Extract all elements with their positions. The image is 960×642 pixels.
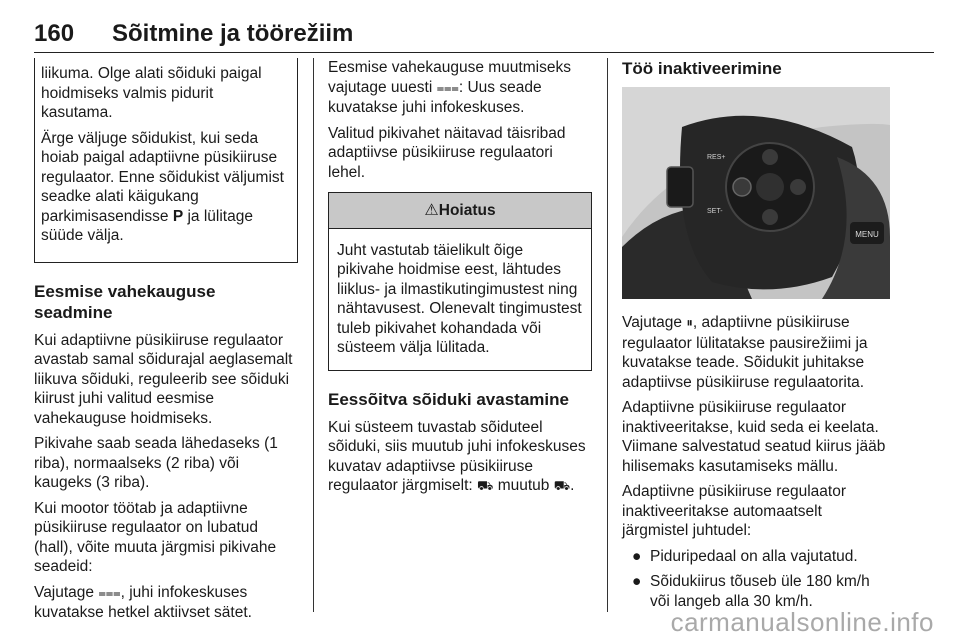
box-paragraph-2: Ärge väljuge sõidukist, kui seda hoiab paigal adaptiivne püsikiiruse regulaator. Enne sõidukist väljumist seadke alati käigukang parkimisasendisse P ja lülitage süüde välja.: [41, 129, 284, 244]
page-header: [34, 20, 934, 53]
set-label: SET-: [707, 208, 723, 215]
warning-continuation-box: [34, 58, 298, 263]
bullet-list: [622, 547, 890, 612]
paragraph: Adaptiivne püsikiiruse regulaator inaktiveeritakse, kuid seda ei keelata. Viimane salvestatud seatud kiirus jääb hilisemaks kasutamiseks mällu.: [622, 399, 886, 475]
column-divider: [607, 58, 608, 612]
paragraph: Pikivahe saab seada lähedaseks (1 riba), normaalseks (2 riba) või kaugeks (3 riba).: [34, 435, 278, 491]
menu-label: MENU: [855, 230, 879, 239]
paragraph: Adaptiivne püsikiiruse regulaator inaktiveeritakse automaatselt järgmistel juhtudel:: [622, 483, 847, 539]
warning-box: [328, 192, 592, 371]
cruise-pause-button-icon: ⏸: [686, 316, 693, 331]
list-item: ● Sõidukiirus tõuseb üle 180 km/h või langeb alla 30 km/h.: [632, 573, 870, 610]
paragraph: Eesmise vahekauguse muutmiseks vajutage uuesti ⩶: Uus seade kuvatakse juhi infokeskuses.: [328, 59, 571, 116]
watermark: carmanualsonline.info: [670, 607, 934, 637]
paragraph: Kui mootor töötab ja adaptiivne püsikiiruse regulaator on lubatud (hall), võite muuta järgmisi pikivahe seadeid:: [34, 499, 277, 575]
column-divider: [313, 58, 314, 612]
warning-header: [329, 193, 591, 229]
cruise-car-detected-icon: ⛟: [553, 479, 571, 494]
warning-triangle-icon: ⚠: [424, 200, 439, 219]
paragraph: Kui süsteem tuvastab sõiduteel sõiduki, siis muutub juhi infokeskuses kuvatav adaptiivse püsikiiruse regulaator järgmiselt: ⛟ muutub ⛟.: [328, 418, 586, 494]
column-middle: [328, 58, 592, 503]
res-label: RES+: [707, 154, 726, 161]
column-left: [34, 58, 298, 629]
steering-wheel-controls-photo: [622, 87, 890, 299]
box-paragraph-1: liikuma. Olge alati sõiduki paigal hoidmiseks valmis pidurit kasutama.: [41, 65, 262, 121]
gap-button-icon: ⩶: [436, 80, 459, 96]
paragraph: Kui adaptiivne püsikiiruse regulaator avastab samal sõidurajal aeglasemalt liikuva sõiduki, reguleerib see sõiduki kiirust juhi valitud eesmise vahekauguse hoidmiseks.: [34, 331, 293, 427]
section-heading-distance: Eesmise vahekauguse seadmine: [34, 281, 216, 322]
page-number: 160: [34, 20, 75, 47]
list-item: ● Piduripedaal on alla vajutatud.: [632, 547, 858, 565]
section-heading-deactivation: Töö inaktiveerimine: [622, 59, 782, 78]
column-right: [622, 58, 890, 617]
section-heading-detection: Eessõitva sõiduki avastamine: [328, 389, 569, 409]
gap-button-icon: ⩶: [98, 585, 121, 601]
warning-body: Juht vastutab täielikult õige pikivahe hoidmise eest, lähtudes liiklus- ja ilmastikutingimustest ning nähtavusest. Olenevalt tingimustest tuleb pikivahet kohandada või süsteem välja lülitada.: [337, 241, 582, 356]
warning-title: Hoiatus: [438, 202, 496, 219]
running-title: Sõitmine ja töörežiim: [112, 20, 354, 47]
paragraph: Valitud pikivahet näitavad täisribad adaptiivse püsikiiruse regulaatori lehel.: [328, 124, 566, 181]
paragraph: Vajutage ⏸, adaptiivne püsikiiruse regulaator lülitatakse pausirežiimi ja kuvatakse teade. Sõidukit juhitakse adaptiivse püsikiiruse regulaatorita.: [622, 314, 868, 391]
cruise-car-outline-icon: ⛟: [477, 479, 494, 494]
paragraph: Vajutage ⩶, juhi infokeskuses kuvatakse hetkel aktiivset sätet.: [34, 583, 252, 621]
